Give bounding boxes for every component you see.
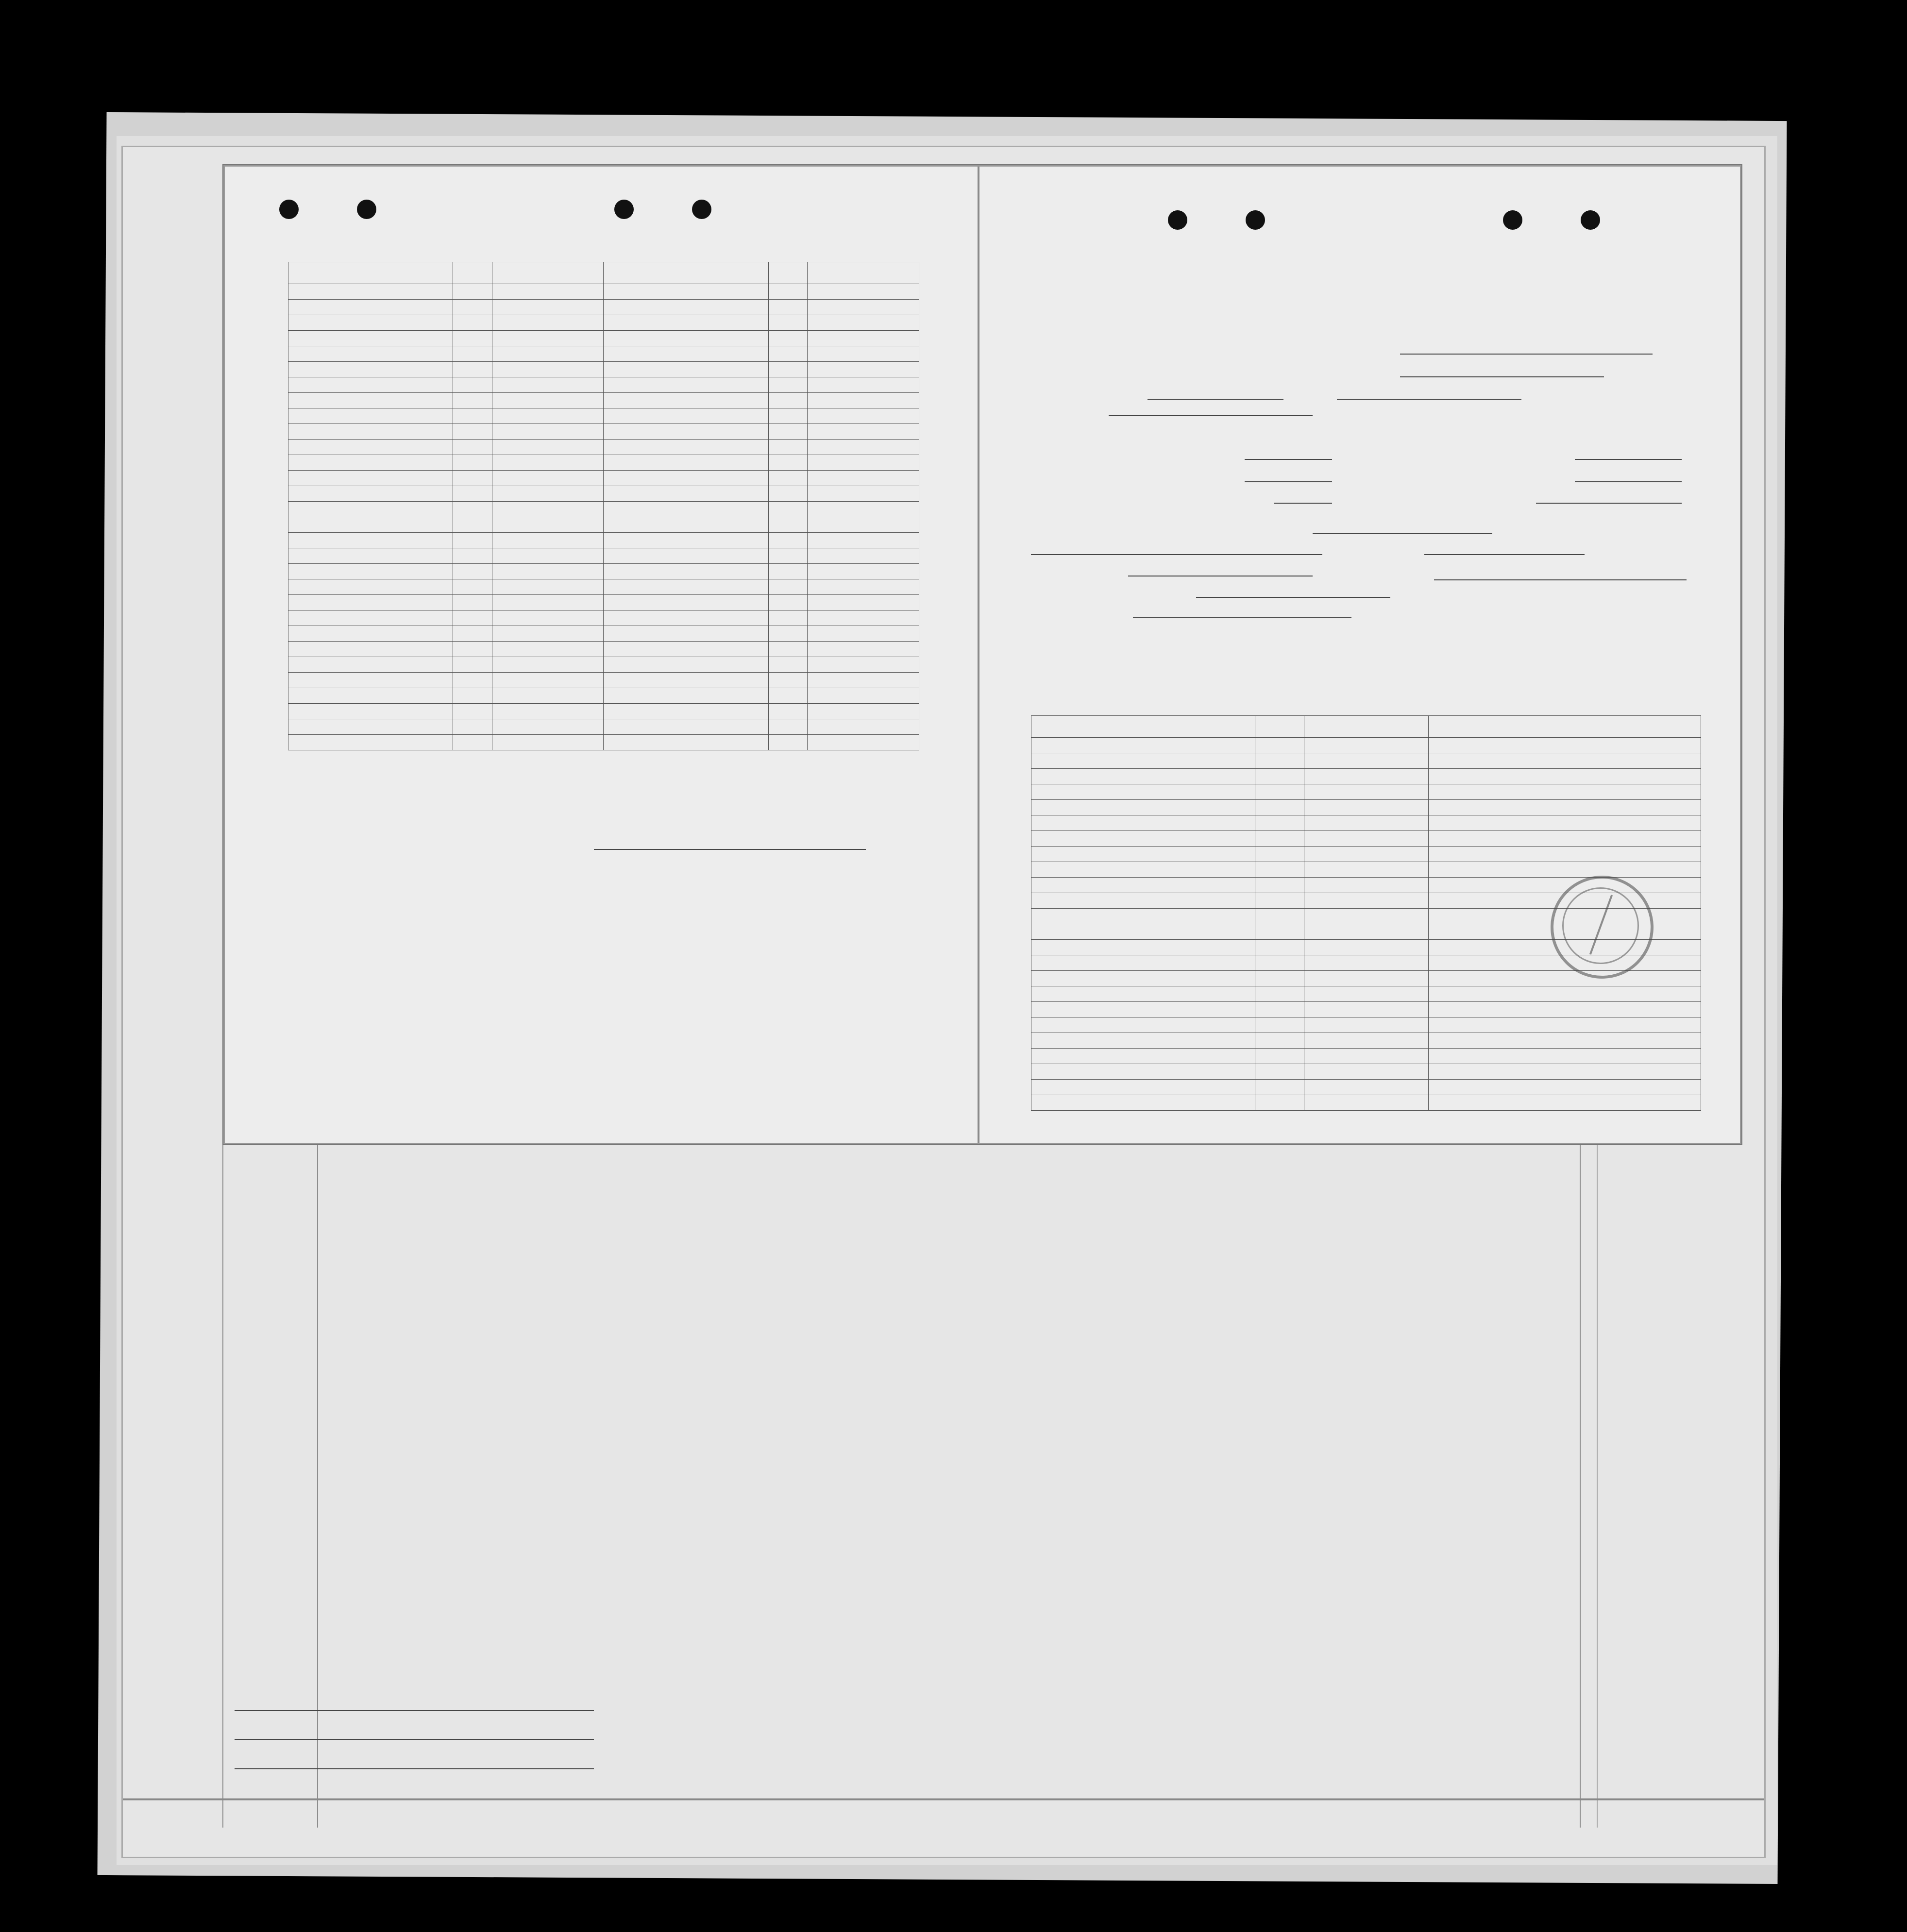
blank-table-row [288,595,919,610]
voyage-value [1133,617,1351,618]
blank-table-row [288,502,919,517]
signed-on-table [288,262,919,750]
blank-table-row [288,346,919,362]
blank-table-row [288,719,919,735]
blank-table-row [288,377,919,393]
blank-table-row [288,486,919,502]
blank-table-row [1031,1033,1701,1049]
blank-table-row [288,424,919,440]
punch-hole [279,200,299,219]
signed-on-value [1274,503,1332,504]
blank-table-row [288,440,919,455]
blank-table-row [288,455,919,471]
circular-seal-stamp [1551,876,1654,979]
punch-hole [357,200,376,219]
blank-table-row [288,564,919,579]
crew-change-statement-form [223,165,1741,1144]
blank-table-row [1031,831,1701,847]
blank-table-row [288,331,919,346]
blank-table-row [1031,738,1701,753]
discharged-value [1245,481,1332,482]
arrived-value [1313,533,1492,534]
lying-value [1424,554,1585,555]
punch-hole [1581,210,1600,230]
from-port-value [1109,415,1313,416]
blank-table-row [1031,1002,1701,1017]
blank-table-row [288,300,919,315]
blank-table-row [288,284,919,300]
blank-table-row [288,735,919,750]
punch-hole [692,200,711,219]
punch-hole [1168,210,1187,230]
blank-table-row [288,579,919,595]
nationality-value [1148,399,1283,400]
blank-table-row [1031,1017,1701,1033]
blank-table-row [288,704,919,719]
blank-table-row [1031,1080,1701,1095]
date-value [1400,376,1604,377]
deserted-value [1575,459,1682,460]
blank-table-row [288,408,919,424]
owners-value [235,1739,594,1740]
blank-table-row [1031,753,1701,769]
punch-hole [614,200,634,219]
blank-table-row [1031,784,1701,800]
blank-table-row [1031,815,1701,831]
blank-table-row [1031,1064,1701,1080]
blank-table-row [1031,986,1701,1002]
blank-table-row [1031,1095,1701,1111]
punch-hole [1246,210,1265,230]
blank-table-row [1031,862,1701,878]
blank-table-row [288,688,919,704]
blank-table-row [288,657,919,673]
blank-table-row [1031,847,1701,862]
line-value [235,1710,594,1711]
total-crew-arrival-value [1245,459,1332,460]
total-crew-date-value [1536,503,1682,504]
port-value [1400,354,1653,355]
agents-value [235,1768,594,1769]
blank-table-row [1031,1049,1701,1064]
blank-table-row [288,626,919,642]
blank-table-row [288,548,919,564]
blank-table-row [288,610,919,626]
consignee-value [1031,554,1322,555]
blank-table-row [1031,800,1701,815]
blank-table-row [288,673,919,688]
blank-table-row [288,471,919,486]
hospital-value [1575,481,1682,482]
blank-table-row [288,362,919,377]
punch-hole [1503,210,1522,230]
blank-table-row [288,393,919,408]
blank-table-row [288,533,919,548]
blank-table-row [1031,769,1701,784]
blank-table-row [288,315,919,331]
blank-table-row [288,517,919,533]
blank-table-row [288,642,919,657]
vessel-value [1337,399,1521,400]
via-value [1196,597,1390,598]
first-port-value [1434,579,1687,580]
